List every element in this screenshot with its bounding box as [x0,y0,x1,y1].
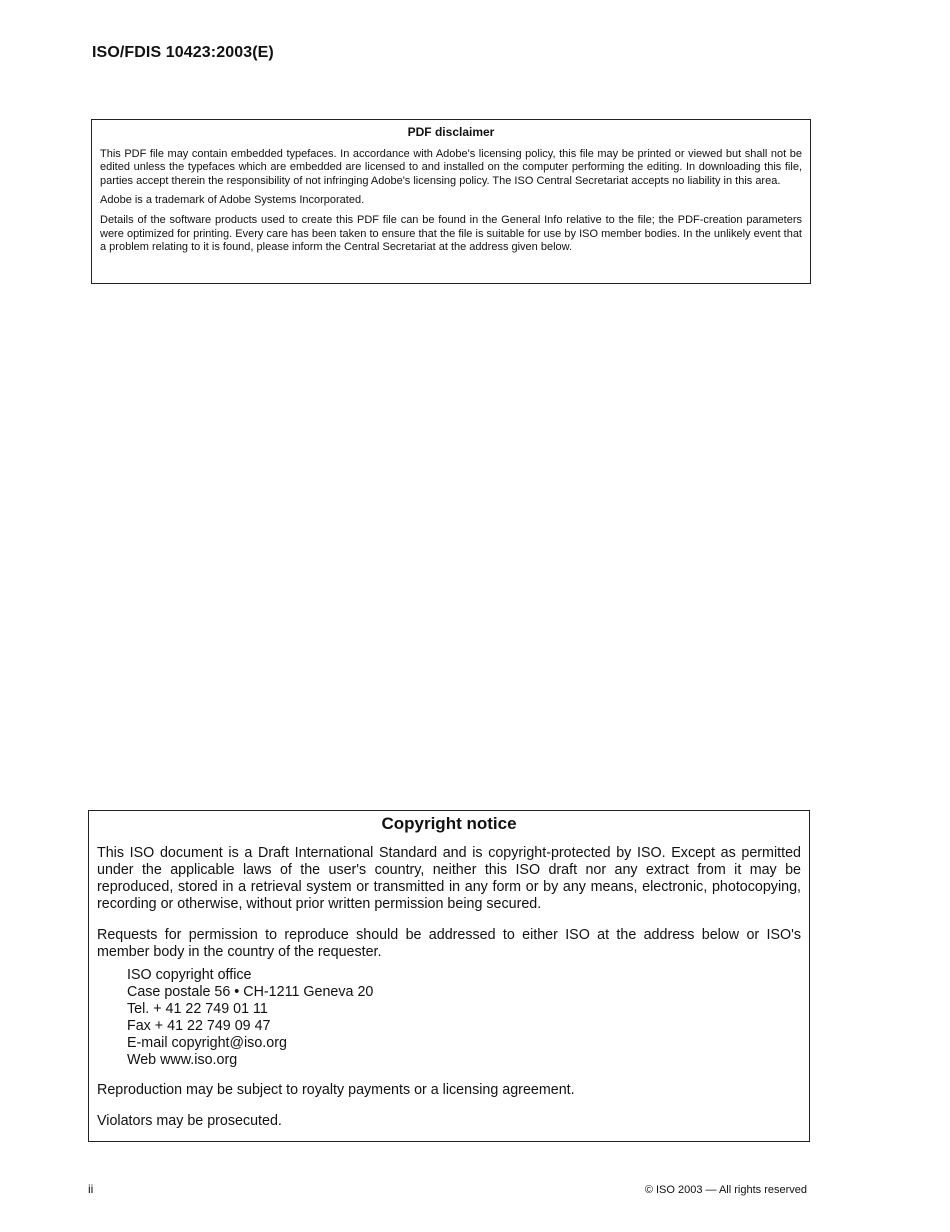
copyright-notice-box [88,810,810,1142]
address-line: Tel. + 41 22 749 01 11 [127,1001,268,1017]
iso-address-block [127,967,801,1069]
disclaimer-paragraph: This PDF file may contain embedded typefaces. In accordance with Adobe's licensing policy, this file may be printed or viewed but shall not be edited unless the typefaces which are embedded are licensed to and installed on the computer performing the editing. In downloading this file, parties accept therein the responsibility of not infringing Adobe's licensing policy. The ISO Central Secretariat accepts no liability in this area. [100,147,802,187]
disclaimer-paragraph: Details of the software products used to create this PDF file can be found in the General Info relative to the file; the PDF-creation parameters were optimized for printing. Every care has been taken to ensure that the file is suitable for use by ISO member bodies. In the unlikely event that a problem relating to it is found, please inform the Central Secretariat at the address given below. [100,213,802,254]
document-identifier: ISO/FDIS 10423:2003(E) [92,44,274,61]
address-line-email: E-mail copyright@iso.org [127,1035,287,1051]
pdf-disclaimer-title: PDF disclaimer [407,125,495,139]
address-line: ISO copyright office [127,967,252,983]
copyright-paragraph: This ISO document is a Draft International Standard and is copyright-protected by ISO. Except as permitted under the applicable laws of the user's country, neither this ISO draft nor any extract from it may be reproduced, stored in a retrieval system or transmitted in any form or by any means, electronic, photocopying, recording or otherwise, without prior written permission being secured. [97,845,801,912]
footer-copyright: © ISO 2003 — All rights reserved [644,1184,807,1196]
disclaimer-paragraph: Adobe is a trademark of Adobe Systems Incorporated. [100,194,365,207]
copyright-paragraph: Reproduction may be subject to royalty payments or a licensing agreement. [97,1082,575,1098]
address-line-web: Web www.iso.org [127,1052,238,1068]
copyright-paragraph: Requests for permission to reproduce should be addressed to either ISO at the address below or ISO's member body in the country of the requester. [97,927,801,960]
copyright-notice-title: Copyright notice [381,814,517,833]
pdf-disclaimer-box [91,119,811,284]
address-line: Fax + 41 22 749 09 47 [127,1018,271,1034]
address-line: Case postale 56 • CH-1211 Geneva 20 [127,984,374,1000]
copyright-paragraph: Violators may be prosecuted. [97,1113,282,1129]
page-number: ii [88,1182,94,1196]
